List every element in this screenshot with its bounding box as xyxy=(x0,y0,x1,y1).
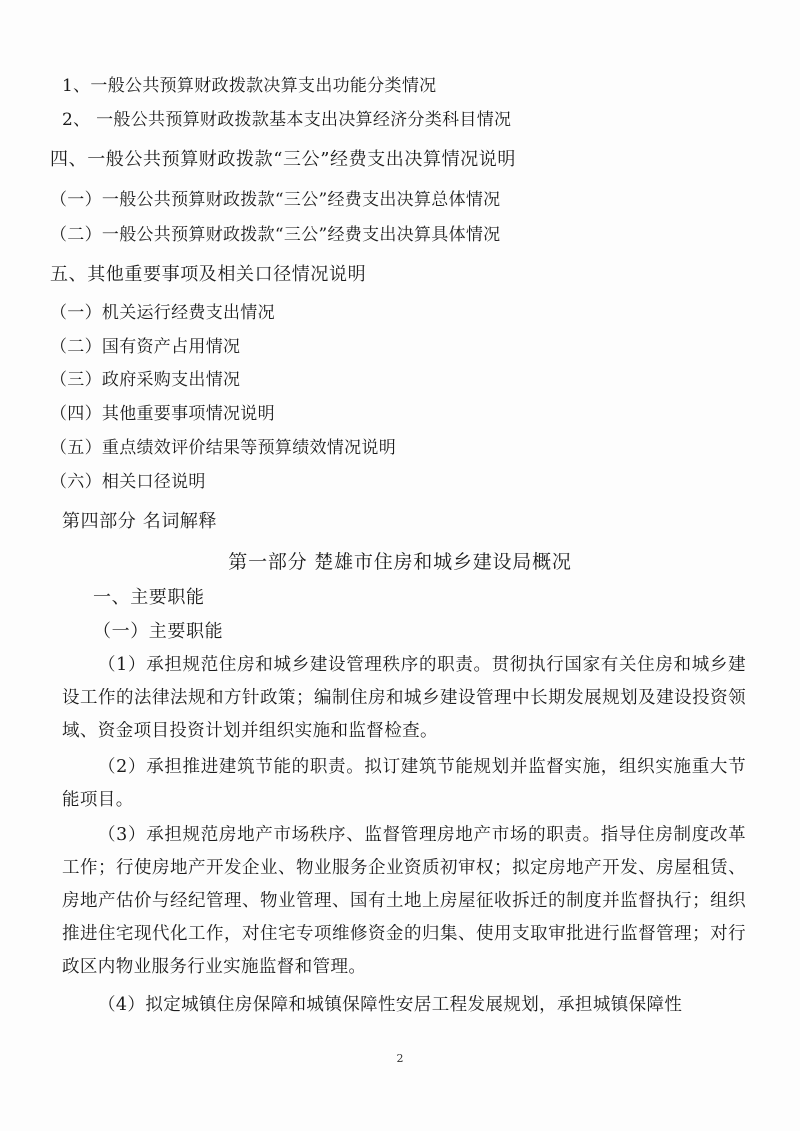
toc-item-five-five: （五）重点绩效评价结果等预算绩效情况说明 xyxy=(50,438,396,458)
subheading-main-functions: （一）主要职能 xyxy=(93,621,224,642)
toc-item-five-four: （四）其他重要事项情况说明 xyxy=(50,404,275,424)
paragraph-2: （2）承担推进建筑节能的职责。拟订建筑节能规划并监督实施，组织实施重大节能项目。 xyxy=(62,757,746,810)
toc-item-five-two: （二）国有资产占用情况 xyxy=(50,337,241,357)
toc-item-four-one: （一）一般公共预算财政拨款“三公”经费支出决算总体情况 xyxy=(50,190,501,210)
toc-item-1: 1、一般公共预算财政拨款决算支出功能分类情况 xyxy=(62,76,437,96)
page-number: 2 xyxy=(396,1052,404,1065)
toc-item-five-one: （一）机关运行经费支出情况 xyxy=(50,303,275,323)
paragraph-4: （4）拟定城镇住房保障和城镇保障性安居工程发展规划，承担城镇保障性 xyxy=(98,995,683,1015)
toc-heading-four: 四、一般公共预算财政拨款“三公”经费支出决算情况说明 xyxy=(50,149,517,170)
paragraph-3: （3）承担规范房地产市场秩序、监督管理房地产市场的职责。指导住房制度改革工作；行使房地产开发企业、物业服务企业资质初审权；拟定房地产开发、房屋租赁、房地产估价与经纪管理、物业管理、国有土地上房屋征收拆迁的制度并监督执行；组织推进住宅现代化工作，对住宅专项维修资金的归集、使用支取审批进行监督管理；对行政区内物业服务行业实施监督和管理。 xyxy=(62,825,746,977)
toc-heading-five: 五、其他重要事项及相关口径情况说明 xyxy=(50,264,367,285)
paragraph-1: （1）承担规范住房和城乡建设管理秩序的职责。贯彻执行国家有关住房和城乡建设工作的法律法规和方针政策；编制住房和城乡建设管理中长期发展规划及建设投资领域、资金项目投资计划并组织实施和监督检查。 xyxy=(62,655,746,741)
toc-item-2: 2、 一般公共预算财政拨款基本支出决算经济分类科目情况 xyxy=(62,110,512,130)
toc-item-four-two: （二）一般公共预算财政拨款“三公”经费支出决算具体情况 xyxy=(50,225,501,245)
toc-part-four: 第四部分 名词解释 xyxy=(62,511,218,532)
section-title: 第一部分 楚雄市住房和城乡建设局概况 xyxy=(228,551,572,573)
toc-item-five-three: （三）政府采购支出情况 xyxy=(50,370,241,390)
toc-item-five-six: （六）相关口径说明 xyxy=(50,472,206,492)
heading-main-functions: 一、主要职能 xyxy=(93,587,205,608)
